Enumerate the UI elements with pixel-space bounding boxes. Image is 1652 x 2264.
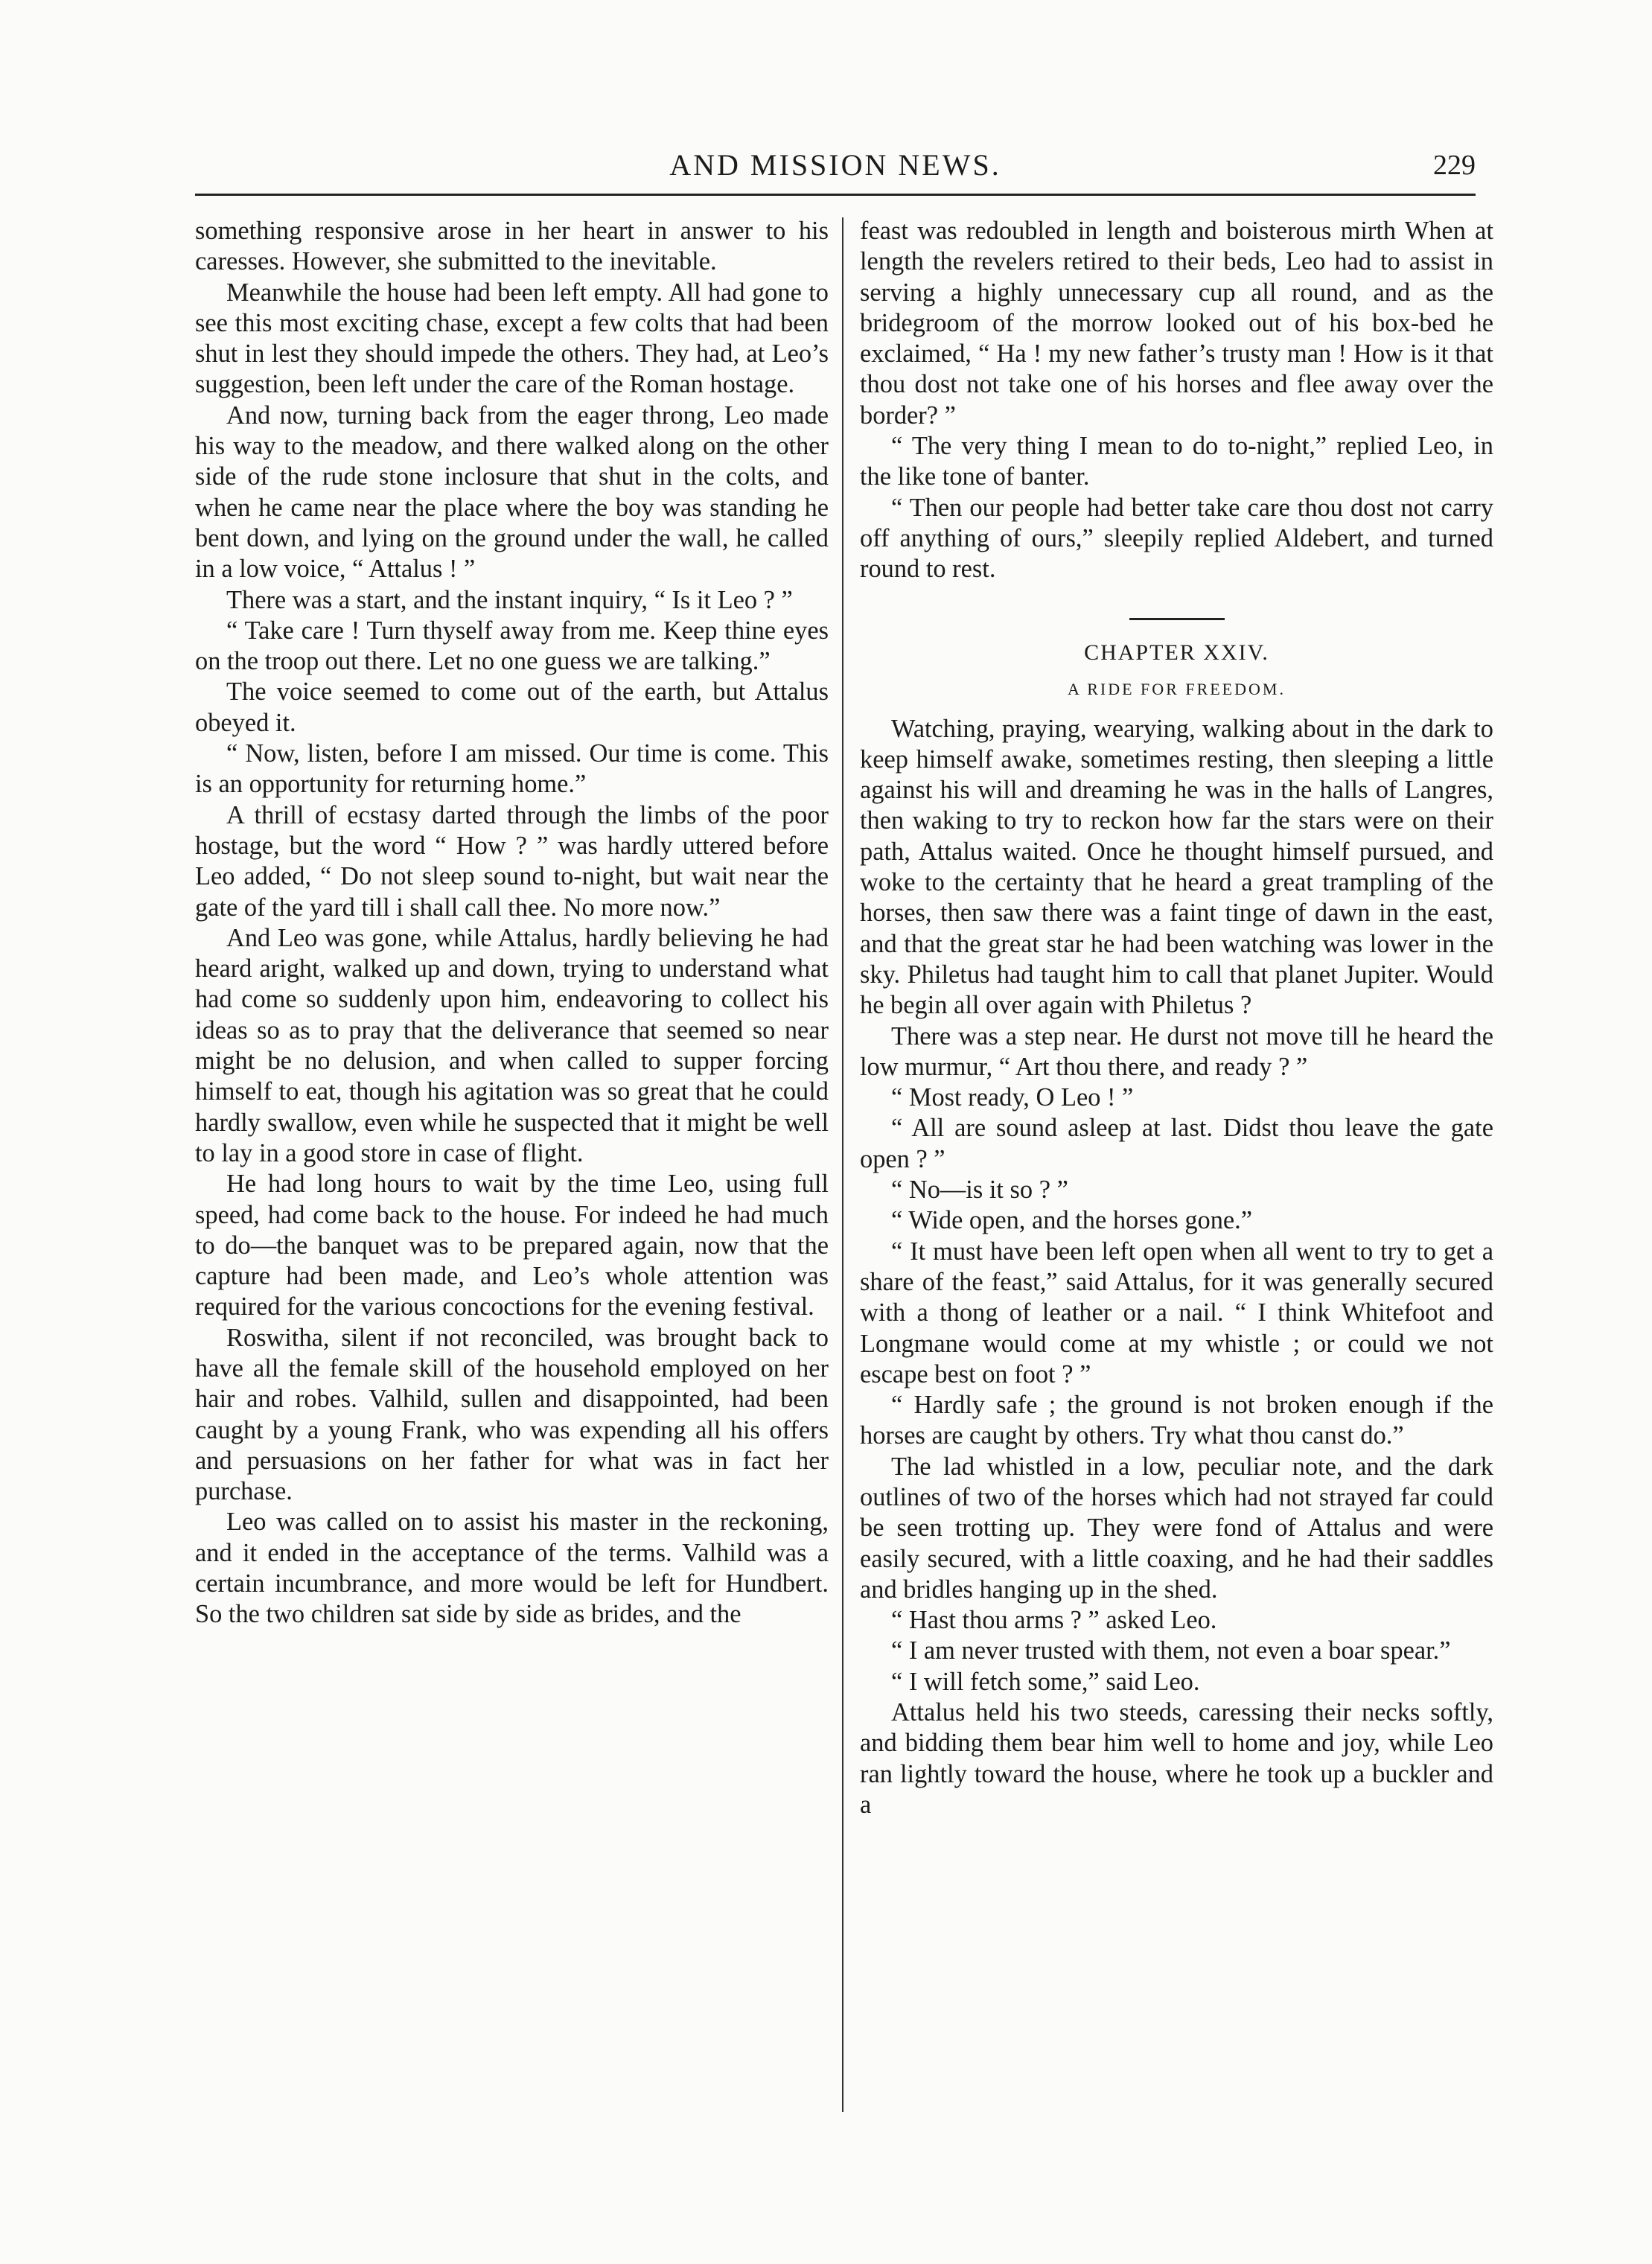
paragraph: “ Then our people had better take care thou dost not carry off anything of ours,” sleepily replied Aldebert, and turned round to rest. xyxy=(860,493,1493,584)
paragraph: feast was redoubled in length and boisterous mirth When at length the revelers retired to their beds, Leo had to assist in serving a highly unnecessary cup all round, and as the bridegroom of the morrow looked out of his box-bed he exclaimed, “ Ha ! my new father’s trusty man ! How is it that thou dost not take one of his horses and flee away over the border? ” xyxy=(860,217,1493,430)
right-column xyxy=(860,216,1493,1820)
paragraph: “ I am never trusted with them, not even a boar spear.” xyxy=(891,1636,1451,1665)
paragraph: “ I will fetch some,” said Leo. xyxy=(891,1667,1200,1696)
running-header xyxy=(195,146,1476,195)
paragraph: something responsive arose in her heart in answer to his caresses. However, she submitted to the inevitable. xyxy=(195,217,829,276)
paragraph: Attalus held his two steeds, caressing their necks softly, and bidding them bear him well to home and joy, while Leo ran lightly toward the house, where he took up a buckler and a xyxy=(860,1698,1493,1819)
chapter-rule xyxy=(1129,618,1225,620)
paragraph: “ All are sound asleep at last. Didst thou leave the gate open ? ” xyxy=(860,1114,1493,1173)
paragraph: Watching, praying, wearying, walking about in the dark to keep himself awake, sometimes resting, then sleeping a little against his will and dreaming he was in the halls of Langres, then waking to try to reckon how far the stars were on their path, Attalus waited. Once he thought himself pursued, and woke to the certainty that he heard a great trampling of the horses, then saw there was a faint tinge of dawn in the east, and that the great star he had been watching was lower in the sky. Philetus had taught him to call that planet Jupiter. Would he begin all over again with Philetus ? xyxy=(860,714,1493,1020)
paragraph: He had long hours to wait by the time Leo, using full speed, had come back to the house. For indeed he had much to do—the banquet was to be prepared again, now that the capture had been made, and Leo’s whole attention was required for the various concoctions for the evening festival. xyxy=(195,1170,829,1321)
chapter-title: CHAPTER XXIV. xyxy=(1084,640,1269,665)
paragraph: There was a step near. He durst not move till he heard the low murmur, “ Art thou there, and ready ? ” xyxy=(860,1021,1493,1081)
paragraph: “ Wide open, and the horses gone.” xyxy=(891,1206,1253,1235)
paragraph: There was a start, and the instant inquiry, “ Is it Leo ? ” xyxy=(226,585,793,614)
paragraph: The voice seemed to come out of the earth, but Attalus obeyed it. xyxy=(195,677,829,737)
paragraph: “ Hast thou arms ? ” asked Leo. xyxy=(891,1606,1217,1635)
page-number: 229 xyxy=(1433,150,1476,181)
paragraph: Leo was called on to assist his master in the reckoning, and it ended in the acceptance of the terms. Valhild was a certain incumbrance, and more would be left for Hundbert. So the two children sat side by side as brides, and the xyxy=(195,1508,829,1629)
paragraph: “ Now, listen, before I am missed. Our time is come. This is an opportunity for returning home.” xyxy=(195,739,829,799)
paragraph: “ The very thing I mean to do to-night,” replied Leo, in the like tone of banter. xyxy=(860,432,1493,491)
paragraph: “ Hardly safe ; the ground is not broken enough if the horses are caught by others. Try what thou canst do.” xyxy=(860,1391,1493,1450)
paragraph: “ No—is it so ? ” xyxy=(891,1176,1068,1205)
paragraph: A thrill of ecstasy darted through the limbs of the poor hostage, but the word “ How ? ” was hardly uttered before Leo added, “ Do not sleep sound to-night, but wait near the gate of the yard till i shall call thee. No more now.” xyxy=(195,800,829,922)
paragraph: Meanwhile the house had been left empty. All had gone to see this most exciting chase, except a few colts that had been shut in lest they should impede the others. They had, at Leo’s suggestion, been left under the care of the Roman hostage. xyxy=(195,278,829,399)
chapter-subtitle: A RIDE FOR FREEDOM. xyxy=(1068,679,1286,698)
header-rule xyxy=(195,194,1476,196)
running-title: AND MISSION NEWS. xyxy=(669,148,1001,182)
paragraph: The lad whistled in a low, peculiar note, and the dark outlines of two of the horses which had not strayed far could be seen trotting up. They were fond of Attalus and were easily secured, with a little coaxing, and he had their saddles and bridles hanging up in the shed. xyxy=(860,1452,1493,1604)
paragraph: Roswitha, silent if not reconciled, was brought back to have all the female skill of the household employed on her hair and robes. Valhild, sullen and disappointed, had been caught by a young Frank, who was expending all his offers and persuasions on her father for what was in fact her purchase. xyxy=(195,1323,829,1506)
paragraph: “ Most ready, O Leo ! ” xyxy=(891,1083,1134,1112)
paragraph: “ Take care ! Turn thyself away from me. Keep thine eyes on the troop out there. Let no one guess we are talking.” xyxy=(195,616,829,676)
paragraph: And Leo was gone, while Attalus, hardly believing he had heard aright, walked up and down, trying to understand what had come so suddenly upon him, endeavoring to collect his ideas so as to pray that the deliverance that seemed so near might be no delusion, and when called to supper forcing himself to eat, though his agitation was so great that he could hardly swallow, even while he suspected that it might be well to lay in a good store in case of flight. xyxy=(195,923,829,1167)
column-divider xyxy=(842,217,843,2112)
paragraph: And now, turning back from the eager throng, Leo made his way to the meadow, and there walked along on the other side of the rude stone inclosure that shut in the colts, and when he came near the place where the boy was standing he bent down, and lying on the ground under the wall, he called in a low voice, “ Attalus ! ” xyxy=(195,401,829,584)
left-column xyxy=(195,216,829,1630)
paragraph: “ It must have been left open when all went to try to get a share of the feast,” said Attalus, for it was generally secured with a thong of leather or a nail. “ I think Whitefoot and Longmane would come at my whistle ; or could we not escape best on foot ? ” xyxy=(860,1237,1493,1388)
